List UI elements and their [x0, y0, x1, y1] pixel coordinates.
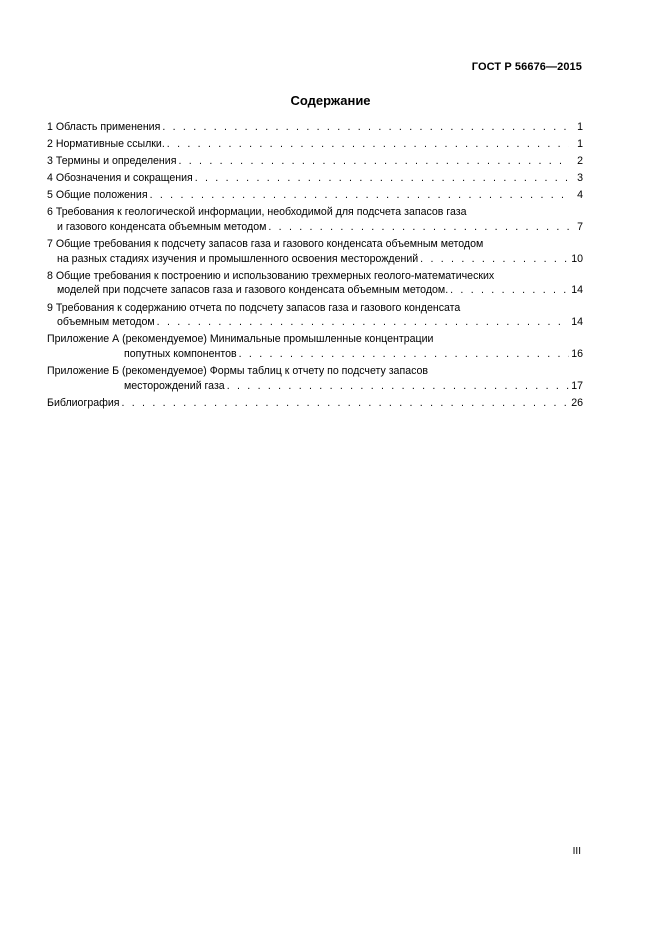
- toc-page-number: 2: [577, 155, 583, 168]
- toc-entry-text: 8 Общие требования к построению и использованию трехмерных геолого-математических: [47, 269, 495, 282]
- toc-entry[interactable]: [47, 237, 583, 266]
- dot-leader: [121, 396, 569, 411]
- toc-page-number: 14: [571, 316, 583, 329]
- toc-entry-text: 6 Требования к геологической информации, необходимой для подсчета запасов газа: [47, 206, 467, 219]
- toc-entry-text: Библиография: [47, 396, 120, 409]
- toc-entry[interactable]: [47, 396, 583, 411]
- toc-entry[interactable]: [47, 269, 583, 298]
- toc-page-number: 7: [577, 221, 583, 234]
- toc-entry[interactable]: [47, 154, 583, 169]
- toc-page-number: 16: [571, 347, 583, 360]
- dot-leader: [162, 120, 569, 135]
- toc-entry-text: 3 Термины и определения: [47, 155, 177, 168]
- toc-title: Содержание: [290, 93, 371, 108]
- toc-entry-text: 9 Требования к содержанию отчета по подсчету запасов газа и газового конденсата: [47, 301, 461, 314]
- toc-entry-text: 2 Нормативные ссылки.: [47, 138, 165, 151]
- toc-entry-text: Приложение Б (рекомендуемое) Формы таблиц к отчету по подсчету запасов: [47, 364, 429, 377]
- toc-page-number: 4: [577, 189, 583, 202]
- toc-page-number: 10: [571, 252, 583, 265]
- toc-entry[interactable]: [47, 120, 583, 135]
- dot-leader: [239, 347, 569, 362]
- toc-entry[interactable]: [47, 205, 583, 234]
- toc-entry[interactable]: [47, 332, 583, 361]
- toc-page-number: 17: [571, 379, 583, 392]
- toc-entry-text: 5 Общие положения: [47, 189, 148, 202]
- toc-entry-text: объемным методом: [57, 316, 155, 329]
- page-number: III: [572, 846, 581, 857]
- dot-leader: [420, 252, 569, 267]
- toc-page-number: 3: [577, 172, 583, 185]
- toc-page-number: 26: [571, 396, 583, 409]
- toc-entry-text: месторождений газа: [124, 379, 225, 392]
- dot-leader: [167, 137, 569, 152]
- toc-entry[interactable]: [47, 301, 583, 330]
- toc-page-number: 14: [571, 284, 583, 297]
- toc-entry-text: моделей при подсчете запасов газа и газового конденсата объемным методом.: [57, 284, 449, 297]
- toc-entry-text: 1 Область применения: [47, 121, 161, 133]
- toc-entry-text: 4 Обозначения и сокращения: [47, 172, 193, 185]
- toc-entry[interactable]: [47, 364, 583, 393]
- dot-leader: [450, 283, 569, 298]
- toc-entry-text: попутных компонентов: [124, 347, 237, 360]
- dot-leader: [178, 154, 569, 169]
- toc-page-number: 1: [577, 138, 583, 151]
- toc-entry-text: 7 Общие требования к подсчету запасов газа и газового конденсата объемным методом: [47, 238, 484, 251]
- toc-entry[interactable]: [47, 188, 583, 203]
- dot-leader: [157, 315, 569, 330]
- document-code: ГОСТ Р 56676—2015: [471, 61, 582, 73]
- dot-leader: [195, 171, 569, 186]
- toc-entry-text: и газового конденсата объемным методом: [57, 221, 267, 234]
- toc-entry-text: Приложение А (рекомендуемое) Минимальные промышленные концентрации: [47, 333, 434, 346]
- dot-leader: [227, 379, 569, 394]
- dot-leader: [150, 188, 569, 203]
- dot-leader: [268, 220, 569, 235]
- toc-entry[interactable]: [47, 137, 583, 152]
- toc-page-number: 1: [577, 121, 583, 133]
- toc-entry[interactable]: [47, 171, 583, 186]
- table-of-contents: [47, 120, 583, 413]
- toc-entry-text: на разных стадиях изучения и промышленного освоения месторождений: [57, 252, 419, 265]
